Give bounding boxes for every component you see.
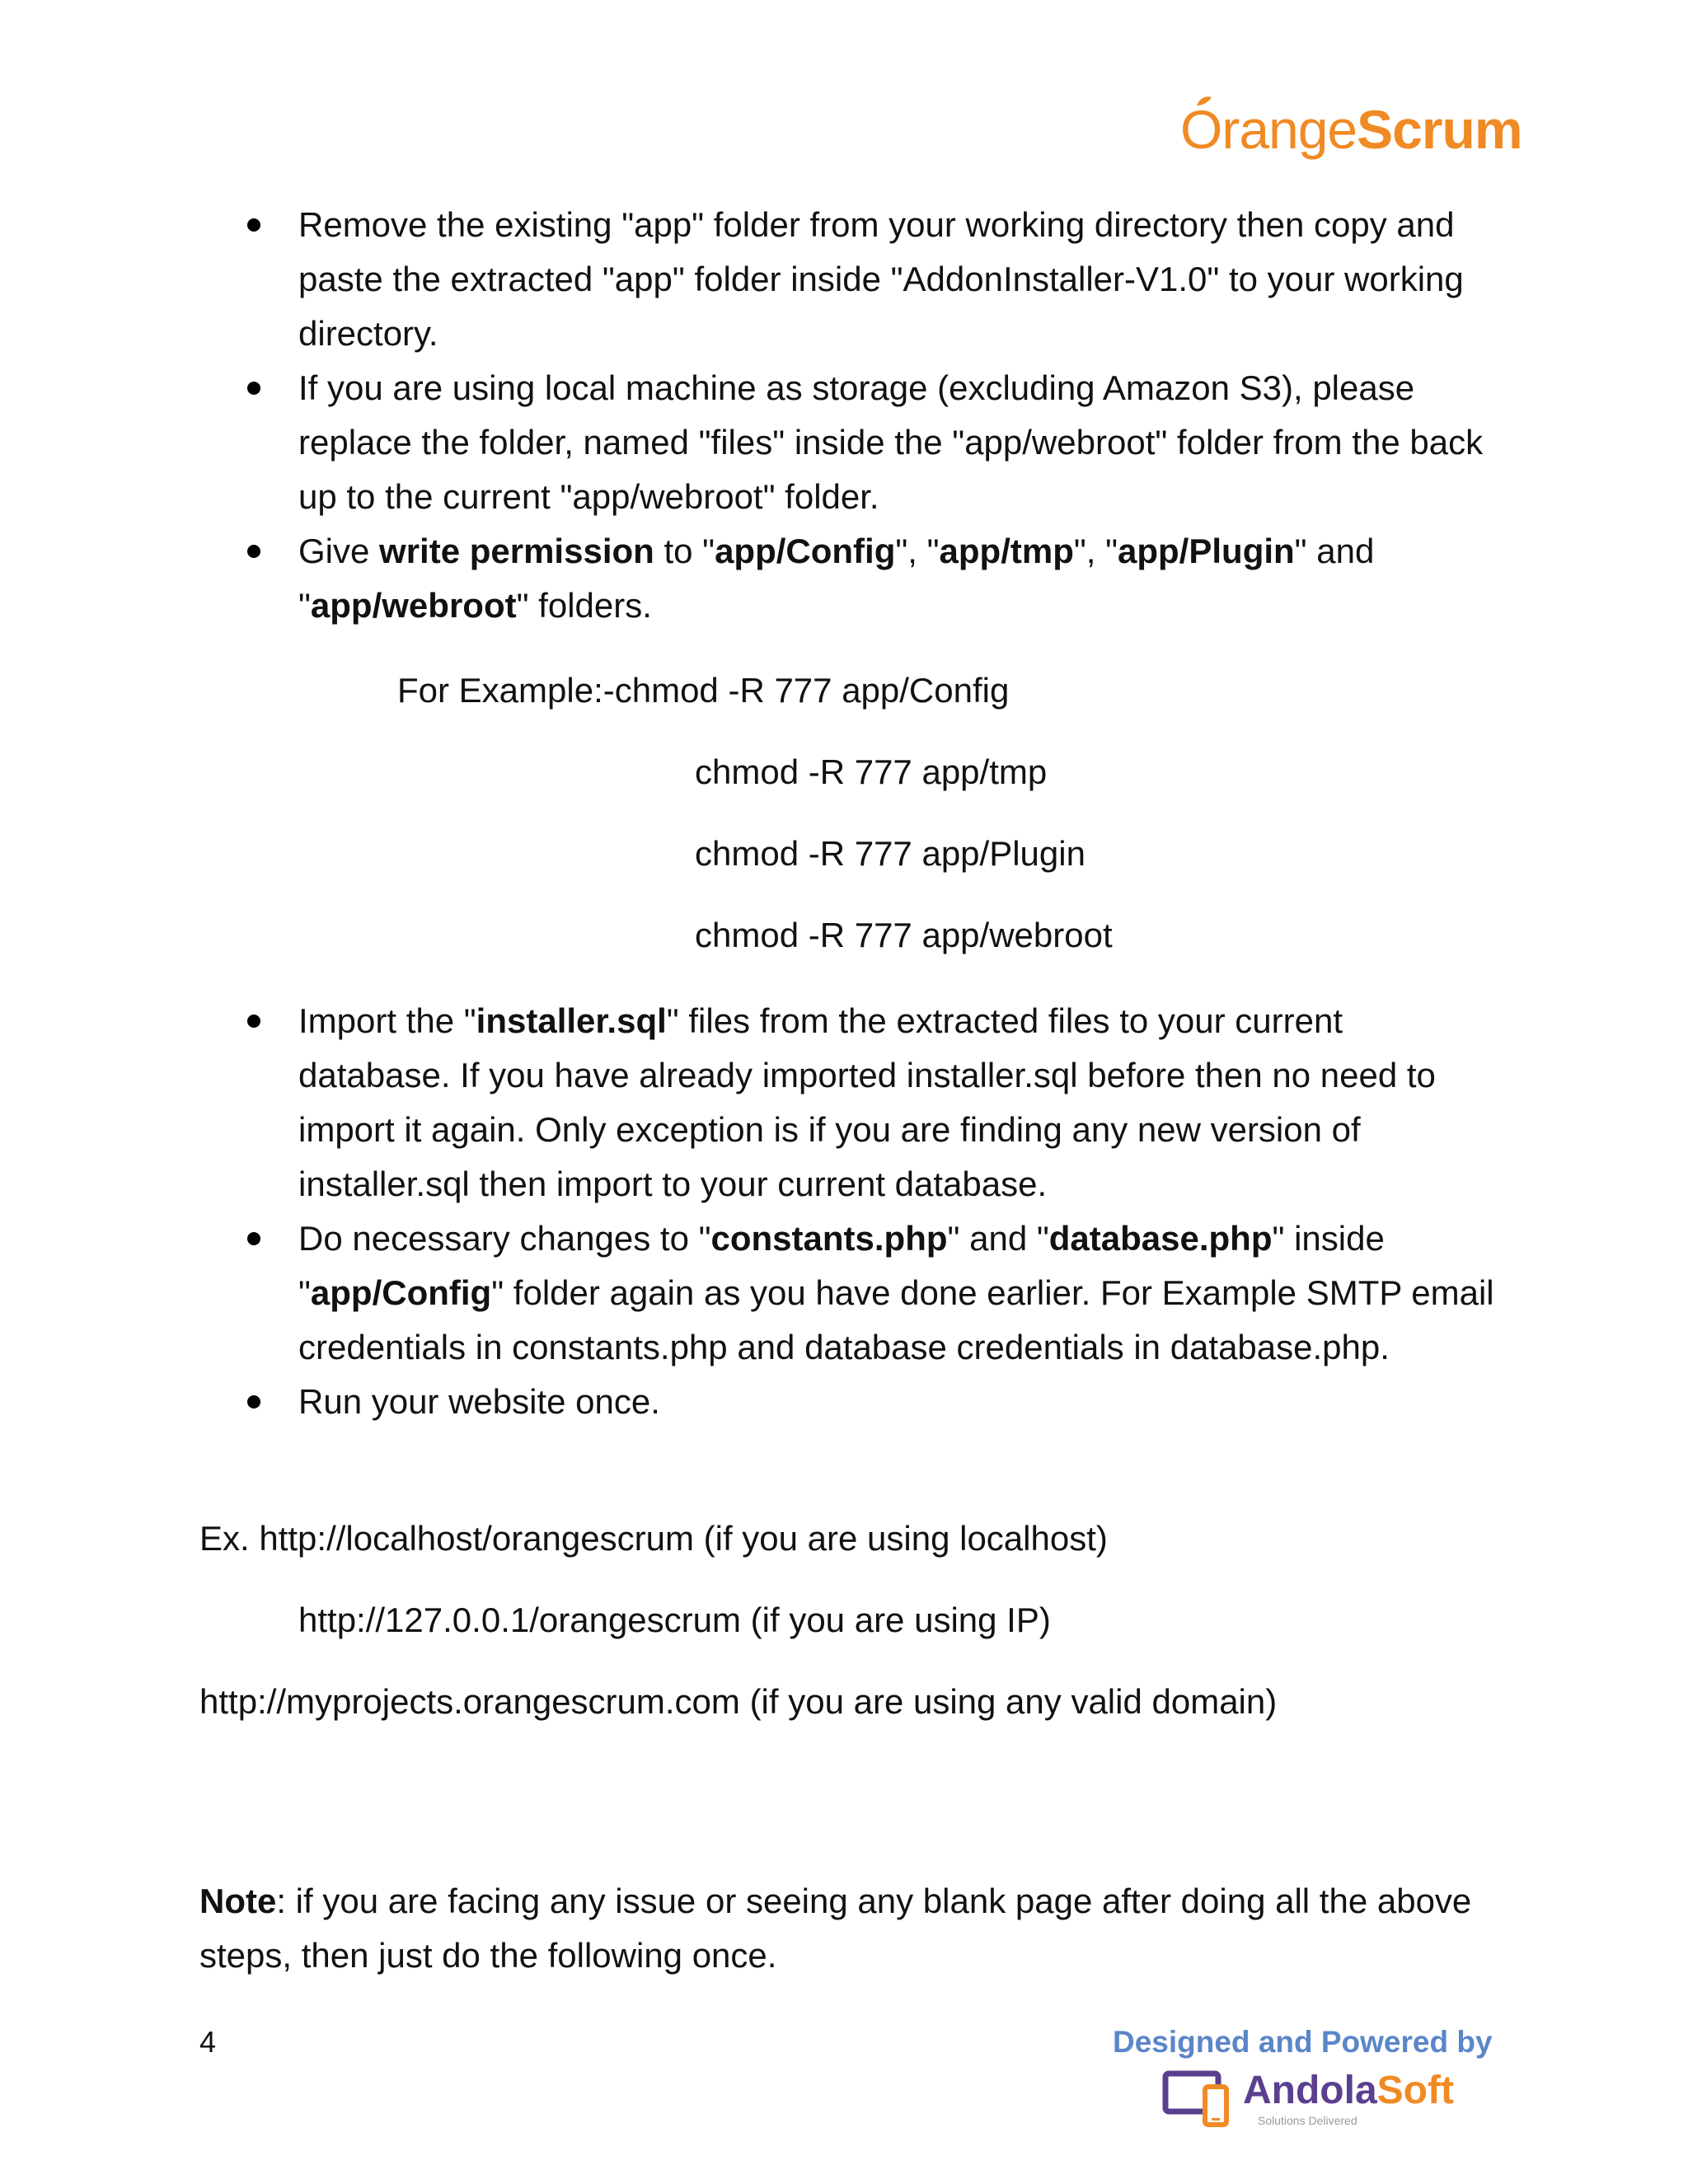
bullet-text-bold: installer.sql — [476, 1001, 667, 1040]
bullet-text: ", " — [895, 532, 940, 570]
bullet-text: " folders. — [516, 586, 652, 625]
footer-credit: Designed and Powered by — [1113, 2025, 1493, 2059]
bullet-text: ", " — [1073, 532, 1118, 570]
example-line: For Example:-chmod -R 777 app/Config — [397, 671, 1010, 710]
bullet-icon — [247, 1232, 260, 1245]
bullet-text-bold: app/webroot — [310, 586, 517, 625]
bullet-item — [247, 1375, 1500, 1429]
bullet-text: Do necessary changes to " — [298, 1219, 711, 1258]
instructions-list-top — [247, 198, 1500, 633]
bullet-text: " and " — [298, 532, 1375, 625]
bullet-item — [247, 198, 1500, 361]
bullet-icon — [247, 382, 260, 395]
page-number: 4 — [199, 2025, 217, 2059]
bullet-text-bold: database.php — [1048, 1219, 1273, 1258]
bullet-text: " folder again as you have done earlier. For Example SMTP email credentials in constants.php and database credentials in database.php. — [298, 1273, 1494, 1366]
logo-text-scrum: Scrum — [1357, 99, 1522, 160]
logo-wordmark — [1180, 92, 1522, 166]
note-text: : if you are facing any issue or seeing any blank page after doing all the above steps, then just do the following once. — [199, 1882, 1472, 1975]
instructions-list-bottom — [247, 994, 1500, 1429]
note-label: Note — [199, 1882, 277, 1920]
bullet-text-bold: app/tmp — [939, 532, 1074, 570]
andolasoft-logo — [1162, 2067, 1454, 2133]
bullet-text: Run your website once. — [298, 1382, 660, 1421]
example-line: chmod -R 777 app/webroot — [695, 916, 1113, 954]
url-example-line: http://127.0.0.1/orangescrum (if you are using IP) — [298, 1601, 1051, 1639]
bullet-text: Give — [298, 532, 380, 570]
bullet-text: " inside " — [298, 1219, 1385, 1312]
bullet-item — [247, 361, 1500, 524]
brand-text-andola: Andola — [1243, 2069, 1377, 2112]
logo-text-orange: Orange — [1180, 99, 1357, 160]
bullet-text: Import the " — [298, 1001, 476, 1040]
bullet-text-bold: constants.php — [710, 1219, 948, 1258]
bullet-text: " files from the extracted files to your current database. If you have already imported installer.sql before then no need to import it again. Only exception is if you are finding any new version of installer.sql then import to your current database. — [298, 1001, 1436, 1203]
bullet-icon — [247, 1395, 260, 1408]
bullet-text-bold: write permission — [379, 532, 654, 570]
bullet-text-bold: app/Config — [310, 1273, 492, 1312]
bullet-text: to " — [654, 532, 715, 570]
devices-icon — [1162, 2067, 1238, 2130]
note-paragraph — [199, 1874, 1518, 1983]
bullet-item — [247, 994, 1500, 1212]
url-example-line: Ex. http://localhost/orangescrum (if you are using localhost) — [199, 1519, 1108, 1558]
bullet-icon — [247, 1015, 260, 1028]
example-line: chmod -R 777 app/Plugin — [695, 834, 1085, 873]
url-example-line: http://myprojects.orangescrum.com (if you are using any valid domain) — [199, 1682, 1278, 1721]
bullet-text: If you are using local machine as storage (excluding Amazon S3), please replace the folder, named "files" inside the "app/webroot" folder from the back up to the current "app/webroot" folder. — [298, 368, 1484, 516]
bullet-text-bold: app/Plugin — [1118, 532, 1295, 570]
bullet-icon — [247, 218, 260, 232]
bullet-icon — [247, 545, 260, 558]
bullet-text-bold: app/Config — [715, 532, 896, 570]
andolasoft-tagline: Solutions Delivered — [1258, 2114, 1357, 2127]
bullet-text: Remove the existing "app" folder from your working directory then copy and paste the extracted "app" folder inside "AddonInstaller-V1.0" to your working directory. — [298, 205, 1464, 353]
orangescrum-logo — [1180, 92, 1522, 175]
bullet-item — [247, 1212, 1500, 1375]
brand-text-soft: Soft — [1376, 2069, 1454, 2112]
bullet-item — [247, 524, 1500, 633]
example-line: chmod -R 777 app/tmp — [695, 752, 1048, 791]
bullet-text: " and " — [947, 1219, 1049, 1258]
andolasoft-wordmark — [1243, 2067, 1454, 2115]
